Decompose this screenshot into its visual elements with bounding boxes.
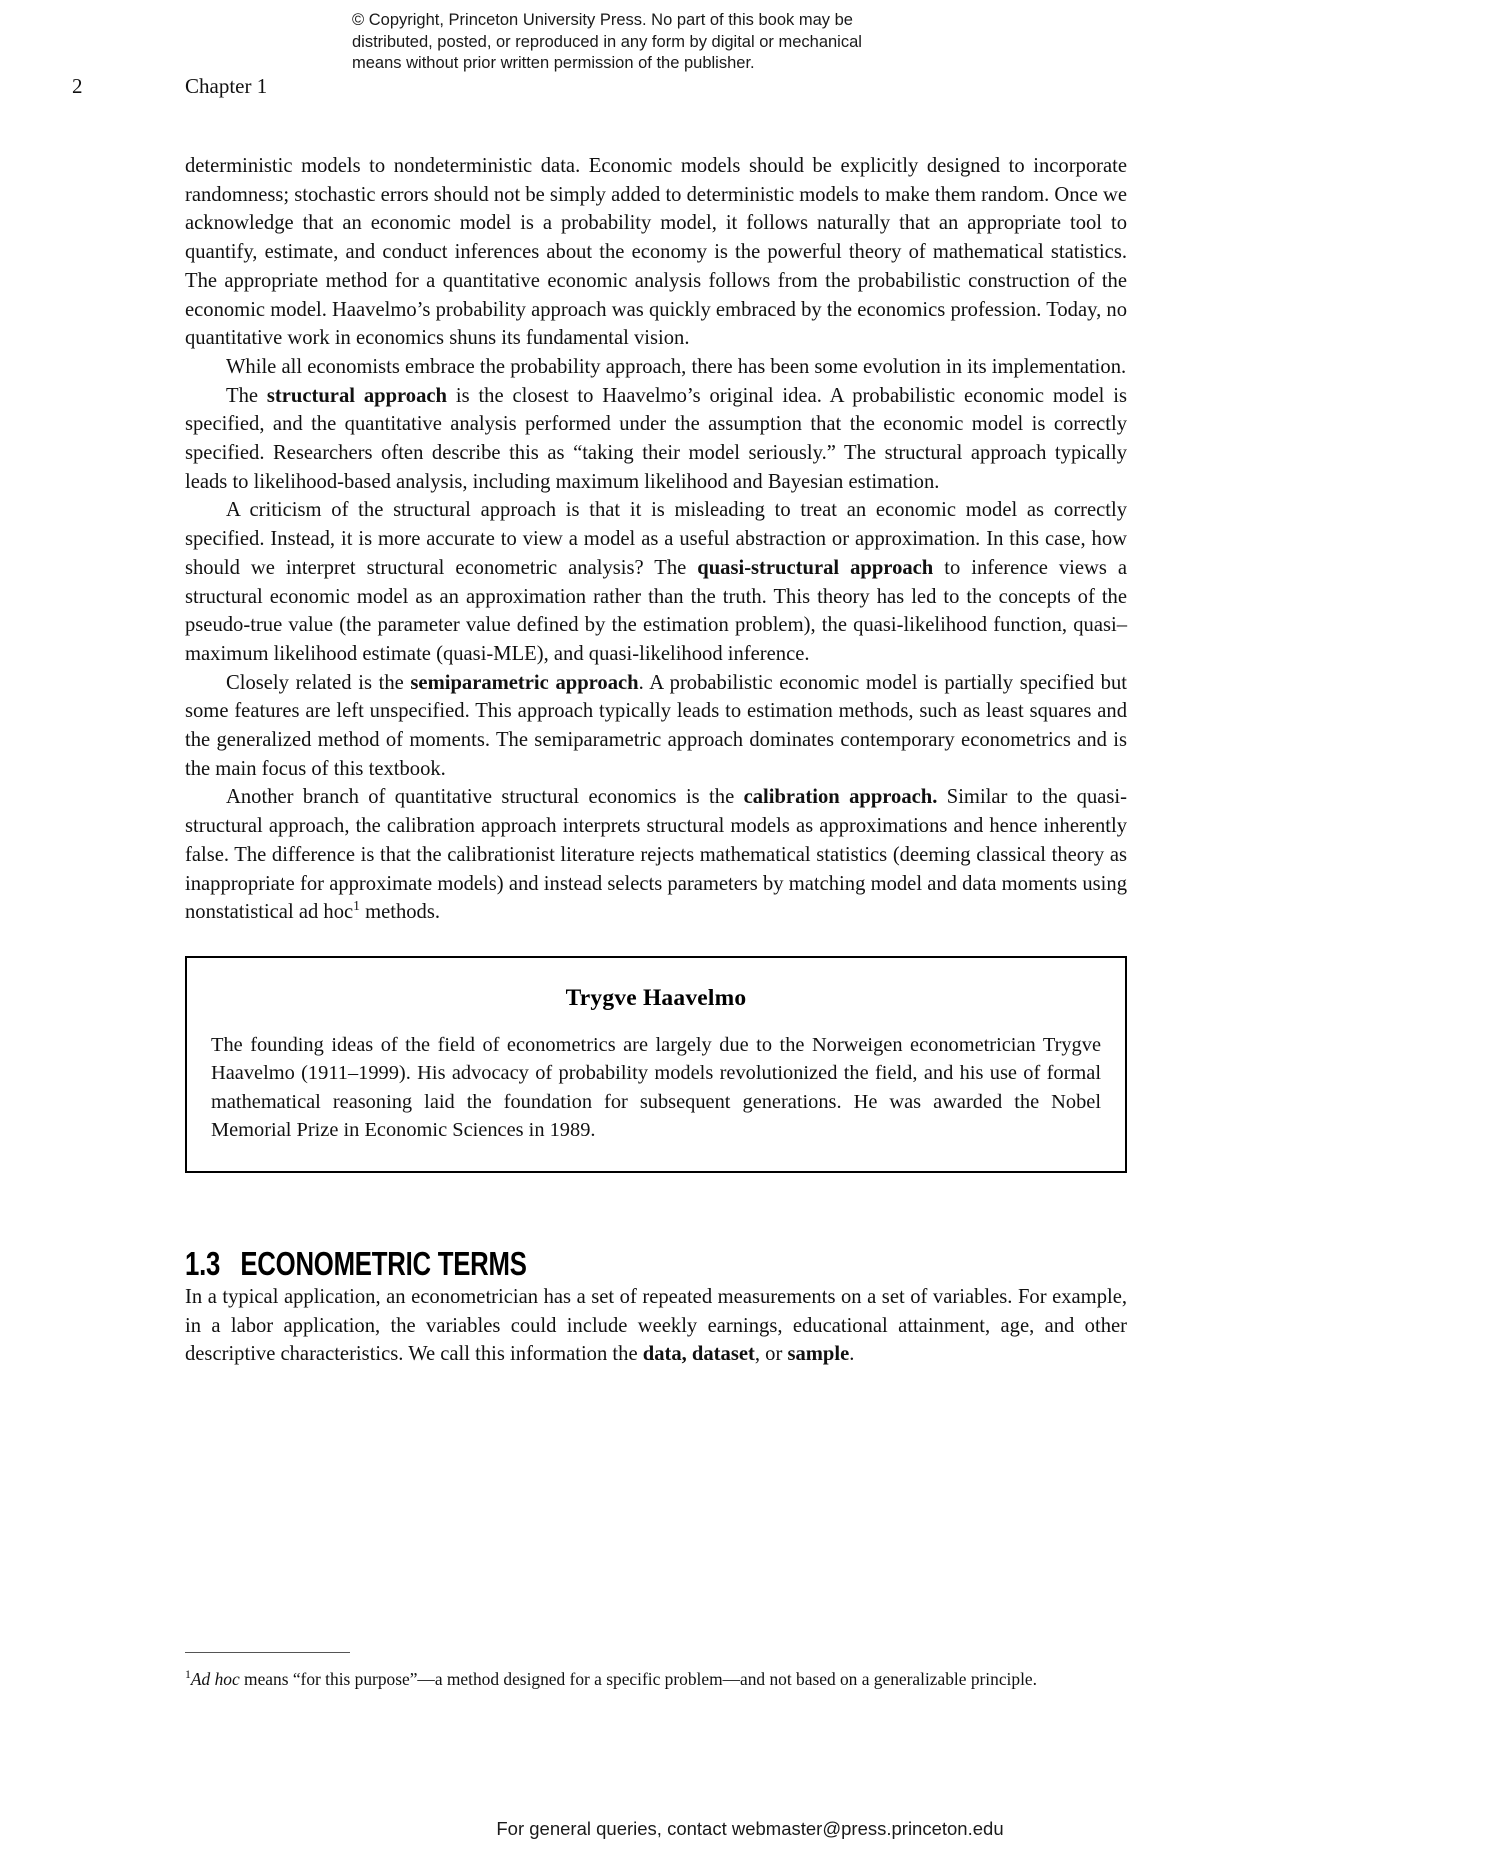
term-quasi-structural-approach: quasi-structural approach [697,556,934,579]
callout-box-title: Trygve Haavelmo [565,984,747,1011]
callout-box-haavelmo [185,956,1127,1173]
paragraph-text-post: is the closest to Haavelmo’s original idea. A probabilistic economic model is specified, and the quantitative analysis performed under the assumption that the economic model is correctly specified. Researchers often describe this as “taking their model seriously.” The structural approach typically leads to likelihood-based analysis, including maximum likelihood and Bayesian estimation. [185,384,1128,493]
paragraph-text-post: . [849,1343,855,1366]
paragraph-text-mid: , or [754,1343,788,1366]
footnote-reference-1[interactable]: 1 [353,898,360,914]
paragraph-semiparametric-approach [185,669,1127,784]
section-heading [185,1245,920,1283]
footnote-text: means “for this purpose”—a method designed for a specific problem—and not based on a generalizable principle. [239,1669,1037,1689]
term-semiparametric-approach: semiparametric approach [410,671,639,694]
copyright-line-3: means without prior written permission of the publisher. [352,54,755,72]
copyright-notice [352,10,912,75]
footnote-separator-rule [185,1652,350,1653]
term-data-dataset: data, dataset [642,1343,755,1366]
term-calibration-approach: calibration approach. [743,786,938,809]
paragraph-text-pre: Another branch of quantitative structural economics is the [226,786,744,809]
paragraph-text-post: . A probabilistic economic model is partially specified but some features are left unspecified. This approach typically leads to estimation methods, such as least squares and the generalized method of moments. The semiparametric approach dominates contemporary econometrics and is the main focus of this textbook. [185,671,1127,780]
paragraph-text-pre: In a typical application, an econometrician has a set of repeated measurements on a set of variables. For example, in a labor application, the variables could include weekly earnings, educational attainment, age, and other descriptive characteristics. We call this information the [185,1285,1127,1366]
paragraph-text: deterministic models to nondeterministic data. Economic models should be explicitly designed to incorporate randomness; stochastic errors should not be simply added to deterministic models to make them random. Once we acknowledge that an economic model is a probability model, it follows naturally that an appropriate tool to quantify, estimate, and conduct inferences about the economy is the powerful theory of mathematical statistics. The appropriate method for a quantitative economic analysis follows from the probabilistic construction of the economic model. Haavelmo’s probability approach was quickly embraced by the economics profession. Today, no quantitative work in economics shuns its fundamental vision. [185,155,1127,350]
term-sample: sample [787,1343,850,1366]
callout-box-text: The founding ideas of the field of econometrics are largely due to the Norweigen econometrician Trygve Haavelmo (1911–1999). His advocacy of probability models revolutionized the field, and his use of formal mathematical reasoning laid the foundation for subsequent generations. He was awarded the Nobel Memorial Prize in Economic Sciences in 1989. [211,1033,1101,1142]
paragraph-text-pre: Closely related is the [226,671,411,694]
paragraph-quasi-structural-approach [185,496,1127,668]
paragraph-probability-approach [185,152,1127,353]
footnote-marker: 1 [185,1667,191,1682]
paragraph-evolution [185,353,1127,382]
page-footer-queries: For general queries, contact webmaster@press.princeton.edu [496,1818,1004,1839]
paragraph-text-post: methods. [359,901,441,924]
page-number: 2 [72,74,83,98]
paragraph-text-mid: Similar to the quasi-structural approach, the calibration approach interprets structural models as approximations and hence inherently false. The difference is that the calibrationist literature rejects mathematical statistics (deeming classical theory as inappropriate for approximate models) and instead selects parameters by matching model and data moments using nonstatistical ad hoc [185,786,1127,924]
footnote-1 [185,1667,1127,1691]
text-column [185,152,1127,1369]
paragraph-structural-approach [185,382,1127,497]
copyright-line-2: distributed, posted, or reproduced in any form by digital or mechanical [352,32,862,51]
term-structural-approach: structural approach [266,384,447,407]
running-head-chapter: Chapter 1 [185,74,268,98]
section-title: ECONOMETRIC TERMS [240,1244,527,1282]
copyright-line-1: © Copyright, Princeton University Press. No part of this book may be [352,11,853,29]
footnote-italic-term: Ad hoc [190,1669,240,1689]
paragraph-text-post: to inference views a structural economic model as an approximation rather than the truth. This theory has led to the concepts of the pseudo-true value (the parameter value defined by the estimation problem), the quasi-likelihood function, quasi–maximum likelihood estimate (quasi-MLE), and quasi-likelihood inference. [185,556,1127,665]
paragraph-econometric-terms-intro [185,1283,1127,1369]
paragraph-text-pre: A criticism of the structural approach is that it is misleading to treat an economic model as correctly specified. Instead, it is more accurate to view a model as a useful abstraction or approximation. In this case, how should we interpret structural econometric analysis? The [185,499,1127,579]
section-number: 1.3 [185,1244,221,1282]
paragraph-calibration-approach [185,783,1127,927]
paragraph-text: While all economists embrace the probability approach, there has been some evolution in its implementation. [226,355,1127,378]
footnote-area [185,1652,1127,1691]
paragraph-text-pre: The [226,384,267,407]
